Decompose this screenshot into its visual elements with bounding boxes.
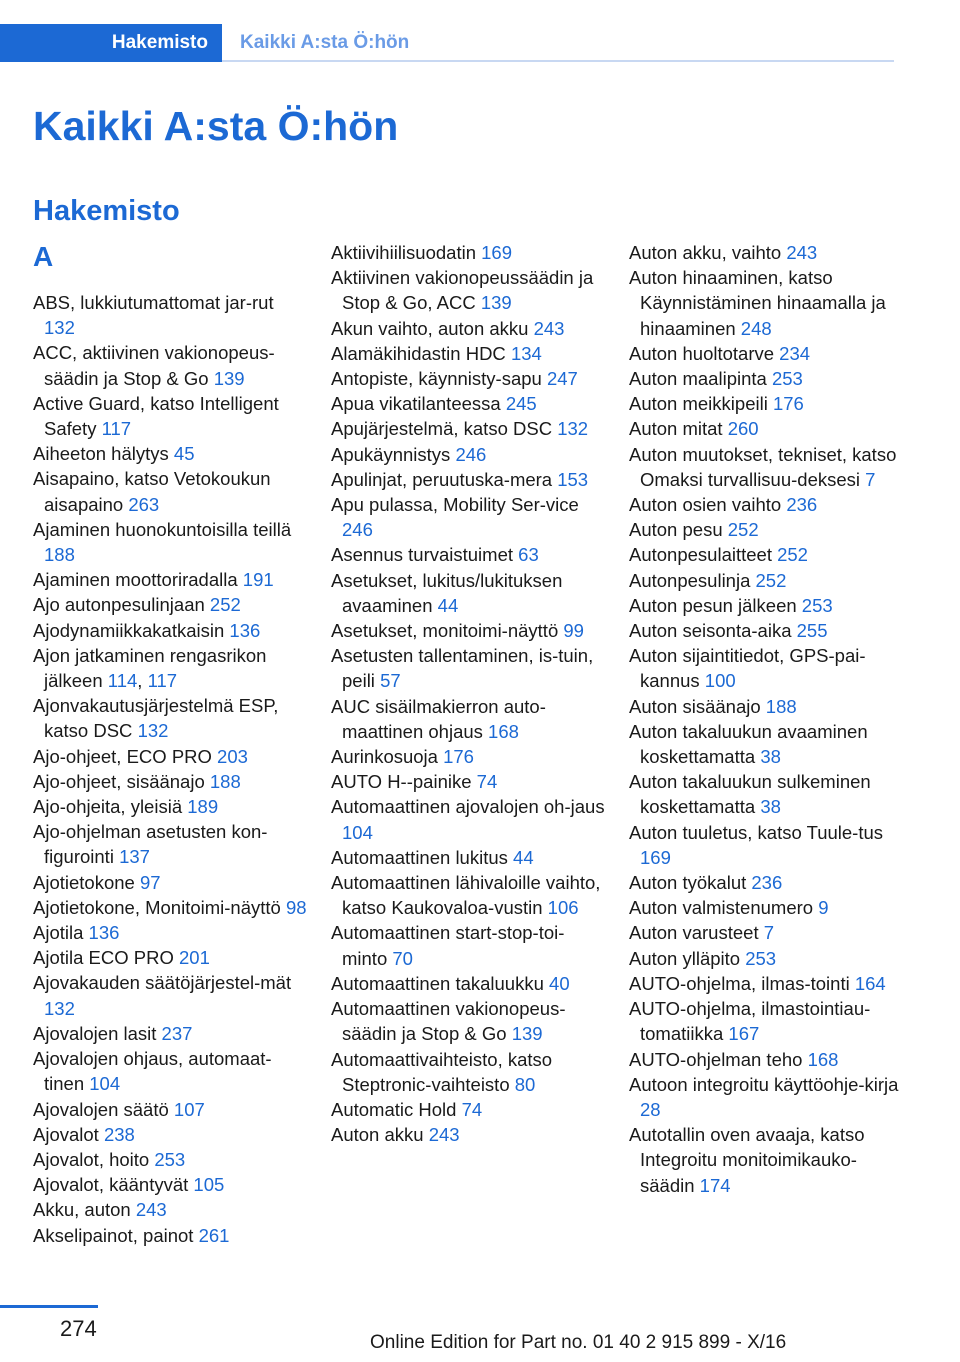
index-entry <box>629 694 899 719</box>
index-entry <box>629 542 899 567</box>
index-entry <box>33 1046 308 1096</box>
index-entry <box>33 920 308 945</box>
page-link[interactable]: 136 <box>229 619 261 641</box>
page-link[interactable]: 139 <box>511 1023 543 1045</box>
index-entry-text: AUTO-ohjelma, ilmas‐tointi <box>629 972 850 994</box>
index-entry-text: Ajo-ohjeet, ECO PRO <box>33 745 212 767</box>
index-column-3 <box>629 240 899 1198</box>
page-link[interactable]: 7 <box>763 922 775 944</box>
page-link[interactable]: 252 <box>777 544 808 566</box>
page-link[interactable]: 263 <box>128 493 160 515</box>
index-entry-text: Ajodynamiikkakatkaisin <box>33 619 225 641</box>
index-entry-text: Ajonvakautusjärjestelmä ESP, katso DSC <box>33 695 279 742</box>
index-entry-text: AUC sisäilmakierron auto‐maattinen ohjaus <box>331 695 546 742</box>
index-entry <box>629 341 899 366</box>
index-entry-text: AUTO H--painike <box>331 771 472 793</box>
index-entry-text: Auton pesun jälkeen <box>629 594 797 616</box>
index-entry <box>33 517 308 567</box>
index-entry-text: Ajaminen huonokuntoisilla teillä <box>33 518 292 540</box>
index-entry-text: Automaattinen vakionopeus‐säädin ja Stop & Go <box>331 998 566 1045</box>
page-link[interactable]: 44 <box>437 594 459 616</box>
index-entry <box>33 592 308 617</box>
index-entry-text: Ajotietokone, Monitoimi‐näyttö <box>33 896 281 918</box>
page-link[interactable]: 243 <box>135 1199 167 1221</box>
index-entry <box>629 643 899 693</box>
index-entry-text: Asetusten tallentaminen, is‐tuin, peili <box>331 645 594 692</box>
page-link[interactable]: 132 <box>557 418 589 440</box>
page-link[interactable]: 174 <box>699 1174 731 1196</box>
index-entry <box>331 442 606 467</box>
page-link[interactable]: 252 <box>727 519 759 541</box>
index-entry <box>331 316 606 341</box>
page-link[interactable]: 253 <box>801 594 833 616</box>
index-entry <box>629 920 899 945</box>
index-entry <box>331 416 606 441</box>
index-entry <box>629 870 899 895</box>
index-entry <box>629 769 899 819</box>
index-entry-text: Auton muutokset, tekniset, katso Omaksi turvallisuu‐deksesi <box>629 443 897 490</box>
page-link[interactable]: 261 <box>198 1224 230 1246</box>
page-link[interactable]: 246 <box>455 443 487 465</box>
index-entry <box>33 693 308 743</box>
index-entry <box>331 769 606 794</box>
page-link[interactable]: 176 <box>443 746 474 768</box>
index-entry <box>629 1047 899 1072</box>
page-link[interactable]: 9 <box>818 897 829 919</box>
page-link[interactable]: 70 <box>392 947 413 969</box>
page-link[interactable]: 253 <box>154 1148 186 1170</box>
page-link[interactable]: 139 <box>480 292 512 314</box>
index-entry-text: Antopiste, käynnisty‐sapu <box>331 368 542 390</box>
index-entry <box>629 820 899 870</box>
index-entry <box>331 1122 606 1147</box>
index-entry <box>33 1197 308 1222</box>
index-entry-text: Ajovalojen säätö <box>33 1098 169 1120</box>
index-entry-text: Ajo autonpesulinjaan <box>33 594 205 616</box>
page-link[interactable]: 167 <box>728 1023 760 1045</box>
index-entry <box>331 744 606 769</box>
index-entry <box>629 1122 899 1198</box>
page-link[interactable]: 243 <box>533 317 565 339</box>
index-entry <box>629 492 899 517</box>
index-entry <box>629 416 899 441</box>
breadcrumb-label: Kaikki A:sta Ö:hön <box>240 32 410 53</box>
index-entry-text: AUTO-ohjelma, ilmastointiau‐tomatiikka <box>629 998 871 1045</box>
index-entry-text: Auton huoltotarve <box>629 342 775 364</box>
page-link[interactable]: 106 <box>547 897 579 919</box>
index-entry <box>33 1021 308 1046</box>
index-entry-text: Auton meikkipeili <box>629 393 768 415</box>
index-entry-text: Ajaminen moottoriradalla <box>33 569 238 591</box>
page-link[interactable]: 243 <box>428 1124 460 1146</box>
footer-edition: Online Edition for Part no. 01 40 2 915 899 - X/16 <box>370 1332 787 1353</box>
index-entry <box>629 366 899 391</box>
page-link[interactable]: 237 <box>161 1022 193 1044</box>
page-link[interactable]: 188 <box>765 695 797 717</box>
index-entry-text: Automaattinen takaluukku <box>331 972 544 994</box>
index-entry <box>331 971 606 996</box>
page-link[interactable]: 7 <box>865 468 876 490</box>
index-entry <box>331 618 606 643</box>
index-entry-text: Active Guard, katso Intelligent Safety <box>33 392 279 440</box>
index-entry-text: Asetukset, lukitus/lukituksen avaaminen <box>331 569 563 616</box>
page-link[interactable]: 57 <box>380 670 401 692</box>
index-entry <box>33 391 308 441</box>
index-entry-text: Asennus turvaistuimet <box>331 544 514 566</box>
header-tab[interactable] <box>0 24 222 62</box>
index-entry-text: Ajovalot, kääntyvät <box>33 1174 189 1196</box>
index-entry-text: Ajotila ECO PRO <box>33 947 174 969</box>
page-link[interactable]: 169 <box>481 242 512 263</box>
index-entry-text: Ajo-ohjeet, sisäänajo <box>33 770 205 792</box>
index-entry-text: Ajovalojen ohjaus, automaat‐tinen <box>33 1048 272 1095</box>
index-entry <box>33 769 308 794</box>
page-link[interactable]: 253 <box>771 368 803 390</box>
index-entry <box>331 391 606 416</box>
index-entry-text: Autoon integroitu käyttöohje‐kirja <box>629 1073 899 1095</box>
page-link[interactable]: 74 <box>461 1098 483 1120</box>
page-link[interactable]: 74 <box>476 771 498 793</box>
page-link[interactable]: 189 <box>187 796 219 818</box>
index-entry-text: Ajo-ohjeita, yleisiä <box>33 796 183 818</box>
page-link[interactable]: 45 <box>173 443 195 465</box>
index-entry-text: Aurinkosuoja <box>331 746 438 768</box>
index-entry-text: Auton varusteet <box>629 922 759 944</box>
page-link[interactable]: 201 <box>179 947 210 969</box>
page-link[interactable]: 255 <box>796 620 828 642</box>
page-link[interactable]: 99 <box>563 620 584 642</box>
page-link[interactable]: 203 <box>217 745 248 767</box>
index-entry-text: Ajovakauden säätöjärjestel‐mät <box>33 972 292 994</box>
index-entry <box>629 568 899 593</box>
index-entry-text: Auton akku <box>331 1124 424 1146</box>
page-link[interactable]: 164 <box>854 972 886 994</box>
page-link[interactable]: 105 <box>193 1174 225 1196</box>
index-entry <box>629 1072 899 1122</box>
page-link[interactable]: 137 <box>119 846 150 868</box>
index-entry <box>629 946 899 971</box>
index-entry <box>33 945 308 970</box>
page-link[interactable]: 104 <box>89 1073 121 1095</box>
page-link[interactable]: 188 <box>44 544 75 566</box>
index-entry-text: Ajovalojen lasit <box>33 1022 157 1044</box>
page-link[interactable]: 168 <box>807 1048 839 1070</box>
page-link[interactable]: 139 <box>213 367 245 389</box>
page-link[interactable]: 117 <box>147 670 178 692</box>
page-link[interactable]: 117 <box>101 418 132 440</box>
index-entry-text: Auton mitat <box>629 418 723 440</box>
index-entry <box>33 441 308 466</box>
page-link[interactable]: 188 <box>209 770 241 792</box>
page-link[interactable]: 100 <box>704 670 736 692</box>
page-link[interactable]: 38 <box>760 746 781 768</box>
index-entry <box>33 870 308 895</box>
page-title: Kaikki A:sta Ö:hön <box>33 103 399 149</box>
index-entry-text: Auton tuuletus, katso Tuule‐tus <box>629 821 884 843</box>
page-link[interactable]: 132 <box>137 720 169 742</box>
index-entry <box>331 845 606 870</box>
page-number: 274 <box>60 1316 97 1341</box>
page-link[interactable]: 38 <box>760 796 781 818</box>
index-entry-text: AUTO-ohjelman teho <box>629 1048 803 1070</box>
index-entry-text: Automaattinen start-stop-toi‐minto <box>331 922 565 969</box>
index-entry <box>33 1223 308 1248</box>
page-link[interactable]: 169 <box>640 846 671 868</box>
page-link[interactable]: 132 <box>44 317 75 339</box>
index-entry-text: Auton sisäänajo <box>629 695 761 717</box>
page-link[interactable]: 248 <box>740 317 772 339</box>
index-entry <box>33 340 308 390</box>
index-entry-text: Automaattinen lukitus <box>331 846 508 868</box>
index-entry <box>331 492 606 542</box>
index-entry-text: Ajovalot <box>33 1123 99 1145</box>
index-entry-text: Auton takaluukun avaaminen koskettamatta <box>629 720 868 768</box>
index-entry <box>33 895 308 920</box>
index-entry <box>629 895 899 920</box>
breadcrumb[interactable] <box>240 24 409 62</box>
index-entry <box>629 618 899 643</box>
page-link[interactable]: 44 <box>513 846 534 868</box>
header-tab-label: Hakemisto <box>111 32 208 53</box>
page-link[interactable]: 243 <box>786 242 818 263</box>
index-entry <box>629 517 899 542</box>
index-entry-text: Auton työkalut <box>629 872 747 894</box>
page-link[interactable]: 97 <box>139 871 161 893</box>
index-entry-text: Automatic Hold <box>331 1098 457 1120</box>
index-entry <box>33 1122 308 1147</box>
page-link[interactable]: 136 <box>88 922 120 944</box>
index-entry-text: Autonpesulaitteet <box>629 544 772 566</box>
index-entry-text: Apukäynnistys <box>331 443 451 465</box>
page-link[interactable]: 253 <box>745 947 777 969</box>
index-entry <box>33 1147 308 1172</box>
index-column-1 <box>33 240 308 1248</box>
page-link[interactable]: 246 <box>342 519 373 541</box>
index-entry <box>331 366 606 391</box>
index-entry-text: ACC, aktiivinen vakionopeus‐säädin ja Stop & Go <box>33 342 275 389</box>
index-entry-text: Alamäkihidastin HDC <box>331 342 506 364</box>
page-link[interactable]: 252 <box>209 594 241 616</box>
index-entry <box>33 290 308 340</box>
page-link[interactable]: 63 <box>518 544 539 566</box>
page-link[interactable]: 40 <box>549 972 570 994</box>
index-entry-text: Auton hinaaminen, katso Käynnistäminen hinaamalla ja hinaaminen <box>629 267 886 339</box>
index-entry <box>33 618 308 643</box>
index-entry-text: Auton akku, vaihto <box>629 242 782 263</box>
index-entry <box>331 542 606 567</box>
section-title: Hakemisto <box>33 195 180 227</box>
index-entry-text: Aisapaino, katso Vetokoukun aisapaino <box>33 468 271 515</box>
page-link[interactable]: 176 <box>772 393 804 415</box>
index-entry-text: Asetukset, monitoimi‐näyttö <box>331 620 559 642</box>
page-link[interactable]: 114 <box>107 670 138 692</box>
index-letter-heading: A <box>33 241 54 272</box>
index-entry-text: Akselipainot, painot <box>33 1224 194 1246</box>
page-link[interactable]: 191 <box>242 569 274 591</box>
index-entry-text: Apujärjestelmä, katso DSC <box>331 418 553 440</box>
index-entry <box>33 744 308 769</box>
index-entry <box>331 1047 606 1097</box>
footer-accent-line <box>0 1305 98 1308</box>
page-link[interactable]: 168 <box>488 720 519 742</box>
page-link[interactable]: 252 <box>755 569 787 591</box>
index-entry-text: Aktiivihiilisuodatin <box>331 242 476 263</box>
index-entry-text: Ajovalot, hoito <box>33 1148 150 1170</box>
index-entry <box>629 442 899 492</box>
index-entry-text: Auton seisonta-aika <box>629 620 792 642</box>
page-link[interactable]: 234 <box>779 342 811 364</box>
index-entry <box>629 593 899 618</box>
index-entry-text: Autonpesulinja <box>629 569 751 591</box>
page-link[interactable]: 104 <box>342 821 373 843</box>
index-entry-text: Aiheeton hälytys <box>33 443 169 465</box>
index-entry-text: Automaattinen lähivaloille vaihto, katso Kaukovaloa‐vustin <box>331 872 601 919</box>
index-entry-text: Apua vikatilanteessa <box>331 393 501 415</box>
index-entry <box>629 240 899 265</box>
index-entry <box>629 391 899 416</box>
index-entry-text: Auton osien vaihto <box>629 494 782 516</box>
page-link[interactable]: 98 <box>285 896 307 918</box>
index-entry-text: Auton takaluukun sulkeminen koskettamatta <box>629 771 871 818</box>
index-entry <box>629 996 899 1046</box>
header-divider <box>222 60 894 62</box>
index-entry-text: Ajotietokone <box>33 871 135 893</box>
index-entry <box>629 719 899 769</box>
page-link[interactable]: 260 <box>727 418 759 440</box>
index-entry <box>331 467 606 492</box>
index-entry <box>331 265 606 315</box>
index-entry <box>331 568 606 618</box>
index-entry <box>33 1097 308 1122</box>
page-link[interactable]: 80 <box>514 1073 536 1095</box>
index-entry <box>33 567 308 592</box>
index-entry <box>331 341 606 366</box>
index-entry-text: Ajotila <box>33 922 84 944</box>
page-link[interactable]: 153 <box>557 468 589 490</box>
index-entry <box>33 794 308 819</box>
index-entry-text: Akun vaihto, auton akku <box>331 317 529 339</box>
index-entry-text: Auton valmistenumero <box>629 897 814 919</box>
index-entry <box>331 694 606 744</box>
index-column-2 <box>331 240 606 1147</box>
index-entry <box>331 870 606 920</box>
index-entry <box>331 920 606 970</box>
index-entry-text: Auton pesu <box>629 519 723 541</box>
page-link[interactable]: 236 <box>786 494 818 516</box>
index-entry <box>629 265 899 341</box>
index-entry-text: Automaattinen ajovalojen oh‐jaus <box>331 796 605 818</box>
page-link[interactable]: 236 <box>751 872 783 894</box>
index-entry <box>33 1172 308 1197</box>
index-entry <box>331 996 606 1046</box>
page-link[interactable]: 134 <box>510 342 542 364</box>
page-link[interactable]: 132 <box>44 997 75 1019</box>
index-entry-text: Ajo-ohjelman asetusten kon‐figurointi <box>33 821 268 868</box>
index-entry <box>33 970 308 1020</box>
index-entry-text: Automaattivaihteisto, katso Steptronic-vaihteisto <box>331 1048 553 1095</box>
index-entry-text: Aktiivinen vakionopeussäädin ja Stop & Go, ACC <box>331 267 594 314</box>
page-link[interactable]: 28 <box>640 1098 661 1120</box>
index-entry <box>331 794 606 844</box>
index-entry-text: Akku, auton <box>33 1199 131 1221</box>
index-entry-text: ABS, lukkiutumattomat jar‐rut <box>33 292 274 313</box>
index-entry-text: Apu pulassa, Mobility Ser‐vice <box>331 494 579 516</box>
index-entry <box>629 971 899 996</box>
page-link[interactable]: 107 <box>173 1098 205 1120</box>
page-link[interactable]: 238 <box>103 1123 135 1145</box>
page-link[interactable]: 247 <box>546 368 578 390</box>
index-entry <box>33 466 308 516</box>
index-entry-text: Autotallin oven avaaja, katso Integroitu monitoimikauko‐säädin <box>629 1124 865 1196</box>
index-entry <box>331 643 606 693</box>
index-entry: Ajon jatkaminen rengasrikon jälkeen 114, 117 <box>33 644 267 692</box>
index-entry-text: Auton ylläpito <box>629 947 741 969</box>
index-entry-text: Auton maalipinta <box>629 368 767 390</box>
index-entry-text: Apulinjat, peruutuska‐mera <box>331 468 553 490</box>
index-entry <box>331 1097 606 1122</box>
index-entry-text: Ajon jatkaminen rengasrikon jälkeen <box>33 644 267 692</box>
index-entry <box>331 240 606 265</box>
index-entry <box>33 819 308 869</box>
index-entry-text: Auton sijaintitiedot, GPS-pai‐kannus <box>629 645 866 692</box>
page-link[interactable]: 245 <box>505 393 537 415</box>
